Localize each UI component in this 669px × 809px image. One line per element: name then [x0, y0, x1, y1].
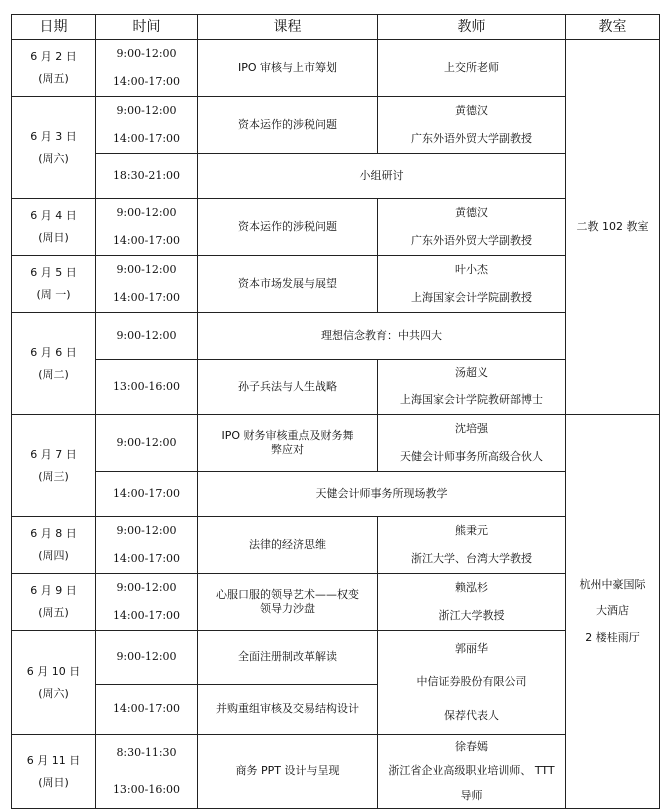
date-text: 6 月 7 日: [30, 447, 77, 461]
time-cell: 9:00-12:00: [96, 631, 198, 685]
time-cell: [96, 40, 198, 97]
time-text: 8:30-11:30: [116, 746, 177, 760]
weekday-text: (周 一): [36, 288, 71, 301]
date-cell: [12, 97, 96, 199]
date-text: 6 月 3 日: [30, 129, 77, 143]
teacher-title: 浙江大学、台湾大学教授: [411, 551, 532, 565]
course-cell: 孙子兵法与人生战略: [198, 360, 378, 415]
weekday-text: (周五): [38, 72, 69, 85]
table-row: [12, 631, 660, 685]
table-row: [12, 360, 660, 415]
teacher-name: 黄德汉: [455, 205, 488, 219]
date-text: 6 月 6 日: [30, 345, 77, 359]
date-text: 6 月 8 日: [30, 527, 77, 540]
time-cell: [96, 256, 198, 313]
time-text: 9:00-12:00: [116, 103, 177, 117]
teacher-cell: [378, 360, 566, 415]
time-cell: 9:00-12:00: [96, 415, 198, 472]
teacher-name: 郭丽华: [455, 642, 488, 656]
date-cell: [12, 631, 96, 735]
date-text: 6 月 10 日: [26, 664, 81, 678]
date-cell: [12, 256, 96, 313]
teacher-cell: 上交所老师: [378, 40, 566, 97]
time-cell: [96, 97, 198, 154]
time-text: 9:00-12:00: [116, 580, 177, 594]
date-text: 6 月 11 日: [26, 753, 81, 767]
room-line: 杭州中豪国际: [579, 577, 646, 591]
course-cell: 法律的经济思维: [198, 517, 378, 574]
teacher-title: 导师: [460, 788, 483, 802]
course-cell: 并购重组审核及交易结构设计: [198, 685, 378, 735]
merged-activity-cell: 小组研讨: [198, 154, 566, 199]
date-text: 6 月 4 日: [30, 209, 77, 222]
room-cell: [566, 415, 660, 809]
date-cell: [12, 517, 96, 574]
date-cell: [12, 415, 96, 517]
room-cell: 二教 102 教室: [566, 40, 660, 415]
table-row: [12, 256, 660, 313]
teacher-name: 汤超义: [455, 366, 488, 380]
table-row: [12, 574, 660, 631]
time-cell: [96, 517, 198, 574]
teacher-name: 徐春嫣: [455, 740, 488, 754]
teacher-title: 浙江大学教授: [438, 608, 505, 622]
course-cell: 资本运作的涉税问题: [198, 97, 378, 154]
time-text: 14:00-17:00: [112, 74, 181, 88]
table-row: [12, 313, 660, 360]
time-cell: [96, 574, 198, 631]
time-cell: [96, 199, 198, 256]
teacher-name: 赖泓杉: [455, 580, 488, 594]
table-row: [12, 415, 660, 472]
weekday-text: (周四): [38, 549, 69, 562]
teacher-cell: [378, 97, 566, 154]
table-row: [12, 517, 660, 574]
table-row: [12, 97, 660, 154]
weekday-text: (周六): [38, 151, 69, 165]
table-row: [12, 735, 660, 809]
date-text: 6 月 9 日: [30, 584, 77, 597]
date-cell: [12, 40, 96, 97]
time-text: 14:00-17:00: [112, 233, 181, 247]
header-time: 时间: [96, 15, 198, 40]
schedule-table: [11, 14, 660, 809]
weekday-text: (周日): [38, 775, 69, 789]
weekday-text: (周日): [38, 231, 69, 244]
time-cell: [96, 735, 198, 809]
course-cell: 心服口服的领导艺术——权变领导力沙盘: [198, 574, 378, 631]
teacher-name: 叶小杰: [455, 262, 488, 276]
date-text: 6 月 2 日: [30, 50, 77, 63]
time-text: 14:00-17:00: [112, 290, 181, 304]
teacher-title: 广东外语外贸大学副教授: [411, 233, 532, 247]
time-text: 9:00-12:00: [116, 205, 177, 219]
header-date: 日期: [12, 15, 96, 40]
date-text: 6 月 5 日: [30, 266, 77, 279]
merged-activity-cell: 理想信念教育：中共四大: [198, 313, 566, 360]
room-line: 大酒店: [596, 604, 629, 618]
course-cell: 全面注册制改革解读: [198, 631, 378, 685]
table-row: [12, 472, 660, 517]
teacher-cell: [378, 631, 566, 735]
teacher-name: 沈培强: [455, 421, 488, 435]
time-cell: 18:30-21:00: [96, 154, 198, 199]
time-text: 14:00-17:00: [112, 551, 181, 565]
course-cell: 商务 PPT 设计与呈现: [198, 735, 378, 809]
course-cell: 资本市场发展与展望: [198, 256, 378, 313]
date-cell: [12, 199, 96, 256]
date-cell: [12, 574, 96, 631]
time-cell: 9:00-12:00: [96, 313, 198, 360]
weekday-text: (周五): [38, 606, 69, 619]
teacher-title: 上海国家会计学院教研部博士: [400, 393, 543, 407]
teacher-cell: [378, 256, 566, 313]
weekday-text: (周六): [38, 686, 69, 700]
date-cell: [12, 735, 96, 809]
course-cell: IPO 审核与上市筹划: [198, 40, 378, 97]
time-cell: 13:00-16:00: [96, 360, 198, 415]
table-row: [12, 199, 660, 256]
time-cell: 14:00-17:00: [96, 685, 198, 735]
course-cell: 资本运作的涉税问题: [198, 199, 378, 256]
teacher-title: 天健会计师事务所高级合伙人: [400, 449, 543, 463]
time-text: 9:00-12:00: [116, 46, 177, 60]
room-line: 2 楼桂雨厅: [585, 630, 640, 644]
time-text: 14:00-17:00: [112, 131, 181, 145]
teacher-cell: [378, 199, 566, 256]
weekday-text: (周二): [38, 367, 69, 381]
time-cell: 14:00-17:00: [96, 472, 198, 517]
teacher-title: 中信证券股份有限公司: [416, 675, 527, 689]
header-room: 教室: [566, 15, 660, 40]
header-teacher: 教师: [378, 15, 566, 40]
teacher-cell: [378, 735, 566, 809]
header-row: [12, 15, 660, 40]
table-row: [12, 40, 660, 97]
teacher-title: 广东外语外贸大学副教授: [411, 131, 532, 145]
teacher-cell: [378, 517, 566, 574]
teacher-title: 保荐代表人: [444, 708, 499, 722]
course-cell: IPO 财务审核重点及财务舞弊应对: [198, 415, 378, 472]
merged-activity-cell: 天健会计师事务所现场教学: [198, 472, 566, 517]
teacher-cell: [378, 415, 566, 472]
header-course: 课程: [198, 15, 378, 40]
weekday-text: (周三): [38, 469, 69, 483]
teacher-cell: [378, 574, 566, 631]
time-text: 9:00-12:00: [116, 262, 177, 276]
teacher-name: 黄德汉: [455, 103, 488, 117]
teacher-title: 浙江省企业高级职业培训师、 TTT: [388, 764, 555, 778]
table-row: [12, 154, 660, 199]
teacher-name: 熊秉元: [455, 523, 488, 537]
time-text: 9:00-12:00: [116, 523, 177, 537]
time-text: 13:00-16:00: [112, 782, 181, 796]
teacher-title: 上海国家会计学院副教授: [411, 290, 532, 304]
time-text: 14:00-17:00: [112, 608, 181, 622]
date-cell: [12, 313, 96, 415]
